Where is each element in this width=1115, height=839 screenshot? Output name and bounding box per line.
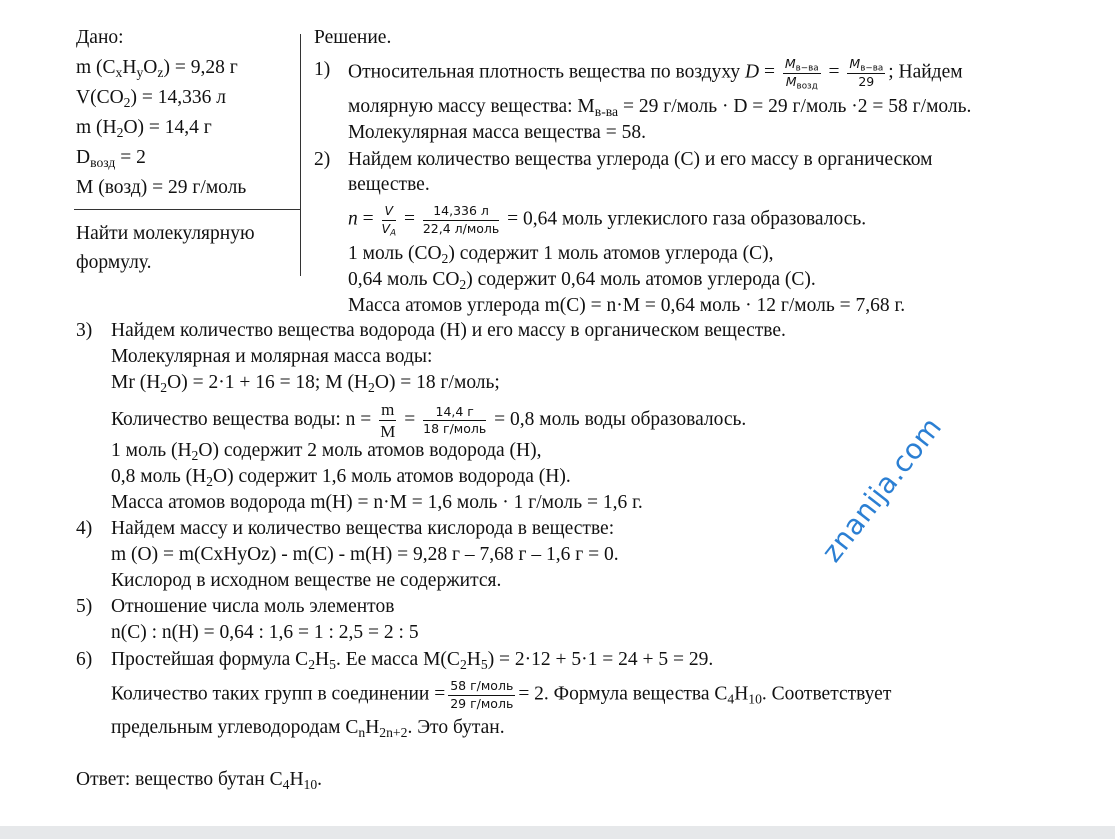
given-water-mass: m $(H_2O) = 14,4$ г [76, 117, 212, 140]
step-5-line-1: Отношение числа моль элементов [111, 596, 395, 617]
step-2-line-1: Найдем количество вещества углерода (С) и его массу в органическом [348, 149, 933, 170]
step-1-line-3: Молекулярная масса вещества = 58. [348, 122, 646, 143]
step-3-line-6: 0,8 моль $(H_2O)$ содержит 1,6 моль атомов водорода (Н). [111, 466, 571, 489]
step-6-line-2: Количество таких групп в соединении = $\frac{\text{58 г/моль}}{\text{29 г/моль}}$ = 2. Формула вещества $C_4H_{10}$. Соответствует [111, 678, 892, 711]
step-4-line-1: Найдем массу и количество вещества кислорода в веществе: [111, 518, 615, 539]
moles-water-fraction: $\frac{m}{M}$ [380, 400, 396, 441]
step-2-line-5: 0,64 моль $CO_2$) содержит 0,64 моль атомов углерода (С). [348, 269, 816, 292]
step-3-number: 3) [76, 320, 93, 341]
step-3-line-5: 1 моль $(H_2O)$ содержит 2 моль атомов водорода (Н), [111, 440, 542, 463]
step-4-number: 4) [76, 518, 93, 539]
step-1-line-2: молярную массу вещества: $M_{в-ва} = 29$ г/моль · D = 29 г/моль ·2 = 58 г/моль. [348, 96, 972, 119]
step-4-line-2: m (O) = m(CxHyOz) - m(C) - m(H) = 9,28 г – 7,68 г – 1,6 г = 0. [111, 544, 619, 565]
step-2-line-4: 1 моль $(CO_2)$ содержит 1 моль атомов углерода (С), [348, 243, 774, 266]
moles-co2-value-fraction: $\frac{14,336 л}{\text{22,4 л/моль}}$ [422, 203, 500, 236]
step-4-line-3: Кислород в исходном веществе не содержится. [111, 570, 502, 591]
find-label: Найти молекулярную [76, 223, 255, 244]
given-heading: Дано: [76, 27, 124, 48]
density-fraction: $\frac{M_{в-ва}}{M_{возд}}$ [784, 56, 819, 91]
find-label-2: формулу. [76, 252, 152, 273]
density-fraction-29: $\frac{M_{в-ва}}{29}$ [849, 56, 884, 89]
given-density: $D_{возд} = 2$ [76, 147, 146, 170]
moles-co2-fraction: $\frac{V}{V_A}$ [381, 203, 397, 238]
step-3-formula: Количество вещества воды: n = $\frac{m}{M}$ = $\frac{14,4 г}{\text{18 г/моль}}$ = 0,8 моль воды образовалось. [111, 400, 747, 441]
step-2-line-2: веществе. [348, 174, 430, 195]
step-3-line-3: Mr $(H_2O) = 2\cdot 1 + 16 = 18$; M $(H_2O) = 18$ г/моль; [111, 372, 500, 395]
moles-water-value-fraction: $\frac{14,4 г}{\text{18 г/моль}}$ [423, 403, 487, 436]
step-3-line-1: Найдем количество вещества водорода (Н) и его массу в органическом веществе. [111, 320, 786, 341]
step-2-number: 2) [314, 149, 331, 170]
group-count-fraction: $\frac{\text{58 г/моль}}{\text{29 г/моль}}$ [450, 678, 514, 711]
bottom-strip [0, 826, 1115, 839]
step-6-line-1: Простейшая формула $C_2H_5$. Ее масса $M(C_2H_5) = 2\cdot 12 + 5\cdot 1 = 24 + 5 = 29$. [111, 649, 714, 672]
given-air-mass: M (возд) = 29 г/моль [76, 177, 247, 198]
step-6-line-3: предельным углеводородам $C_nH_{2n+2}$. Это бутан. [111, 717, 505, 740]
step-6-number: 6) [76, 649, 93, 670]
step-5-line-2: n(C) : n(H) = 0,64 : 1,6 = 1 : 2,5 = 2 : 5 [111, 622, 419, 643]
step-2-line-6: Масса атомов углерода m(C) = n·M = 0,64 моль · 12 г/моль = 7,68 г. [348, 295, 906, 316]
step-5-number: 5) [76, 596, 93, 617]
given-volume: $V(CO_2) = 14,336$ л [76, 87, 226, 110]
step-1-line-1: Относительная плотность вещества по воздуху D = $\frac{M_{в-ва}}{M_{возд}}$ = $\frac{M_{в-ва}}{29}$ ; Найдем [348, 56, 963, 91]
given-mass: m $(C_xH_yO_z) = 9,28$ г [76, 57, 238, 80]
step-3-line-7: Масса атомов водорода m(H) = n·M = 1,6 моль · 1 г/моль = 1,6 г. [111, 492, 643, 513]
given-divider [74, 209, 300, 210]
step-1-number: 1) [314, 59, 331, 80]
answer: Ответ: вещество бутан $C_4H_{10}$. [76, 769, 323, 792]
watermark: znanija.com [815, 410, 949, 569]
step-3-line-2: Молекулярная и молярная масса воды: [111, 346, 433, 367]
solution-heading: Решение. [314, 27, 392, 48]
step-2-formula: n = $\frac{V}{V_A}$ = $\frac{14,336 л}{\text{22,4 л/моль}}$ = 0,64 моль углекислого газа образовалось. [348, 203, 867, 238]
